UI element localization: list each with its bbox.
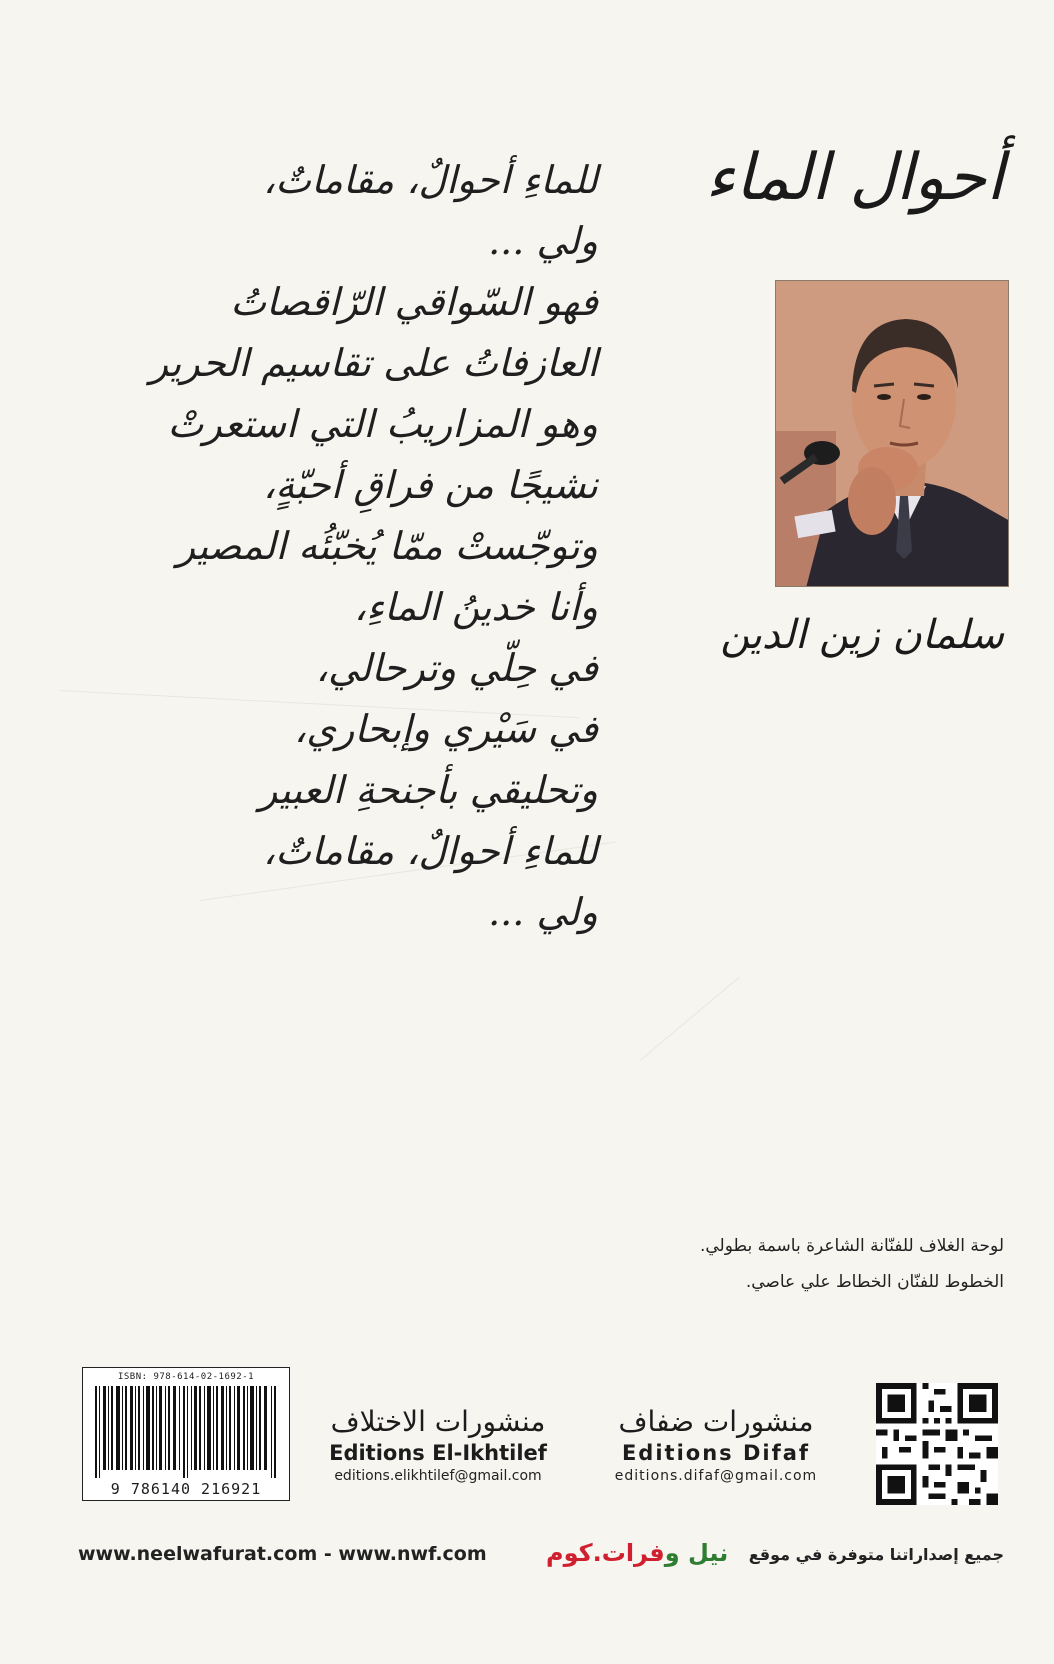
author-name: سلمان زين الدين <box>720 612 1004 658</box>
book-title: أحوال الماء <box>705 141 1004 215</box>
poem-line: فهو السّواقي الرّاقصاتُ <box>230 280 598 324</box>
website-urls[interactable]: www.neelwafurat.com - www.nwf.com <box>78 1543 487 1565</box>
barcode-bars <box>95 1386 279 1478</box>
publisher-latin-name: Editions Difaf <box>621 1441 811 1465</box>
publisher-el-ikhtilef <box>318 1404 558 1486</box>
cover-art-credit: لوحة الغلاف للفنّانة الشاعرة باسمة بطولي. <box>699 1236 1004 1256</box>
poem-line: وأنا خدينُ الماءِ، <box>354 585 598 629</box>
poem-line: للماءِ أحوالٌ، مقاماتٌ، <box>263 158 598 202</box>
poem-line: في حِلّي وترحالي، <box>315 646 598 690</box>
poem-line: للماءِ أحوالٌ، مقاماتٌ، <box>263 829 598 873</box>
poem-line: ولي ... <box>488 219 598 263</box>
publisher-email: editions.elikhtilef@gmail.com <box>334 1468 542 1484</box>
publisher-email: editions.difaf@gmail.com <box>614 1468 818 1484</box>
paper-scratch <box>640 977 740 1061</box>
publisher-arabic-name: منشورات ضفاف <box>618 1405 814 1438</box>
publisher-arabic-name: منشورات الاختلاف <box>330 1405 546 1438</box>
brand-part-red: فرات.كوم <box>546 1539 665 1567</box>
publisher-difaf <box>582 1404 850 1486</box>
author-portrait <box>775 280 1009 587</box>
portrait-image <box>776 281 1009 587</box>
calligraphy-credit: الخطوط للفنّان الخطاط علي عاصي. <box>745 1272 1004 1292</box>
brand-part-green: نيل و <box>664 1539 729 1567</box>
poem-line: وهو المزاريبُ التي استعرتْ <box>167 402 598 446</box>
isbn-barcode <box>82 1367 290 1501</box>
qr-code <box>876 1383 998 1505</box>
poem-line: ولي ... <box>488 890 598 934</box>
poem-line: العازفاتُ على تقاسيم الحرير <box>149 341 598 385</box>
poem-line: في سَيْري وإبحاري، <box>294 707 598 751</box>
poem-line: وتوجّستْ ممّا يُخبّئُه المصير <box>176 524 598 568</box>
neelwafurat-logo <box>546 1539 728 1567</box>
publisher-latin-name: Editions El-Ikhtilef <box>329 1441 547 1465</box>
isbn-label: ISBN: 978-614-02-1692-1 <box>117 1372 255 1382</box>
poem-excerpt <box>120 150 598 943</box>
isbn-digits: 9 786140 216921 <box>110 1480 262 1498</box>
credits <box>524 1228 1004 1300</box>
availability-note: جميع إصداراتنا متوفرة في موقع <box>748 1545 1004 1564</box>
poem-line: وتحليقي بأجنحةِ العبير <box>259 768 598 812</box>
poem-line: نشيجًا من فراقِ أحبّةٍ، <box>263 463 598 507</box>
